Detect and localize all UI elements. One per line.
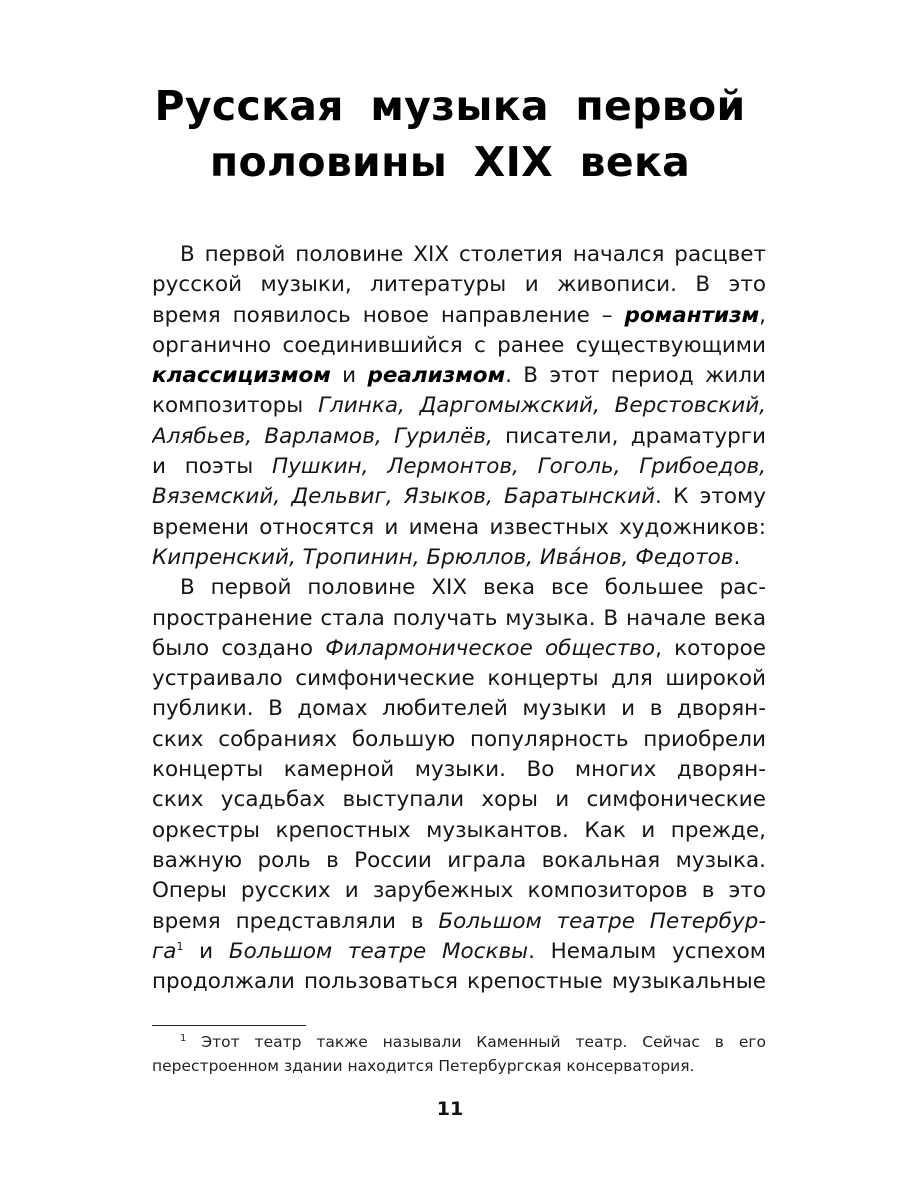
text-line — [152, 573, 766, 603]
text-line — [152, 664, 766, 694]
text-line — [152, 846, 766, 876]
text-line — [152, 240, 766, 270]
names-run: Большом театре Москвы — [228, 938, 529, 964]
text-run: Этот театр также называли Каменный театр. Сейчас в его — [186, 1033, 766, 1051]
footnote-line — [152, 1030, 766, 1054]
term-classicism: классицизмом — [152, 363, 331, 389]
text-line — [152, 604, 766, 634]
text-run: писатели, драматурги — [492, 423, 766, 449]
text-run: важную роль в России играла вокальная музыка. — [152, 847, 766, 873]
text-run: продолжали пользоваться крепостные музыкальные — [152, 969, 766, 995]
text-run: было создано — [152, 635, 326, 661]
text-line — [152, 513, 766, 543]
text-run: В первой половине XIX столетия начался расцвет — [180, 242, 766, 267]
text-run: , которое — [655, 635, 766, 661]
text-run: . В этот период жили — [505, 363, 766, 389]
names-run: Вяземский, Дельвиг, Языков, Баратынский — [152, 484, 656, 510]
text-run: и — [183, 938, 229, 964]
paragraph-1 — [152, 240, 766, 573]
text-run: Оперы русских и зарубежных композиторов в это — [152, 878, 766, 904]
text-run: ских усадьбах выступали хоры и симфонические — [152, 787, 766, 813]
text-line — [152, 301, 766, 331]
text-run: оркестры крепостных музыкантов. Как и прежде, — [152, 817, 766, 843]
text-line — [152, 422, 766, 452]
text-run: время появилось новое направление – — [152, 302, 625, 328]
text-run: устраивало симфонические концерты для широкой — [152, 666, 766, 692]
text-line — [152, 361, 766, 391]
text-line — [152, 452, 766, 482]
page-title — [120, 78, 780, 190]
text-run: перестроенном здании находится Петербургская консерватория. — [152, 1057, 695, 1075]
text-line — [152, 816, 766, 846]
text-run: , — [759, 302, 766, 328]
text-line — [152, 694, 766, 724]
footnote-line — [152, 1054, 766, 1078]
text-line — [152, 907, 766, 937]
text-run: ских собраниях большую популярность приобрели — [152, 726, 766, 752]
names-run: Пушкин, Лермонтов, Гоголь, Грибоедов, — [272, 454, 766, 480]
names-run: Филармоническое общество — [325, 635, 656, 661]
text-run: концерты камерной музыки. Во многих дворян- — [152, 757, 766, 783]
text-run: . Немалым успехом — [528, 938, 766, 964]
text-run: и — [330, 363, 368, 389]
text-line — [152, 725, 766, 755]
title-line-1: Русская музыка первой — [154, 82, 746, 130]
text-line — [152, 876, 766, 906]
text-run: органично соединившийся с ранее существующими — [152, 332, 766, 358]
text-line — [152, 967, 766, 997]
footnote — [152, 1030, 766, 1078]
text-line — [152, 785, 766, 815]
names-run: Большом театре Петербур- — [438, 908, 766, 934]
names-run: Глинка, Даргомыжский, Верстовский, — [318, 393, 766, 419]
title-line-2: половины XIX века — [209, 138, 691, 186]
text-line — [152, 270, 766, 300]
text-run: В первой половине XIX века все большее рас- — [180, 575, 766, 601]
text-run: и поэты — [152, 454, 273, 480]
names-run: га — [152, 938, 177, 964]
paragraph-2 — [152, 573, 766, 997]
names-run: Кипренский, Тропинин, Брюллов, Ива́нов, Федотов — [152, 544, 734, 570]
text-run: времени относятся и имена известных художников: — [152, 514, 766, 540]
body-text — [152, 240, 766, 997]
text-run: время представляли в — [152, 908, 439, 934]
page-number: 11 — [436, 1098, 464, 1120]
text-run: русской музыки, литературы и живописи. В это — [152, 272, 766, 298]
text-line — [152, 937, 766, 967]
text-line — [152, 634, 766, 664]
text-line — [152, 543, 766, 573]
text-line — [152, 331, 766, 361]
text-line — [152, 755, 766, 785]
text-line — [152, 391, 766, 421]
text-run: композиторы — [152, 393, 319, 419]
text-line — [152, 482, 766, 512]
text-run: . К этому — [655, 484, 766, 510]
term-romanticism: романтизм — [624, 302, 760, 328]
term-realism: реализмом — [367, 363, 506, 389]
footnote-divider — [152, 1025, 306, 1026]
text-run: публики. В домах любителей музыки и в дворян- — [152, 696, 766, 722]
text-run: пространение стала получать музыка. В начале века — [152, 605, 766, 631]
text-run: . — [733, 544, 741, 570]
footnote-marker: 1 — [180, 1033, 187, 1044]
footnote-reference[interactable]: 1 — [176, 939, 184, 953]
names-run: Алябьев, Варламов, Гурилёв, — [152, 423, 493, 449]
